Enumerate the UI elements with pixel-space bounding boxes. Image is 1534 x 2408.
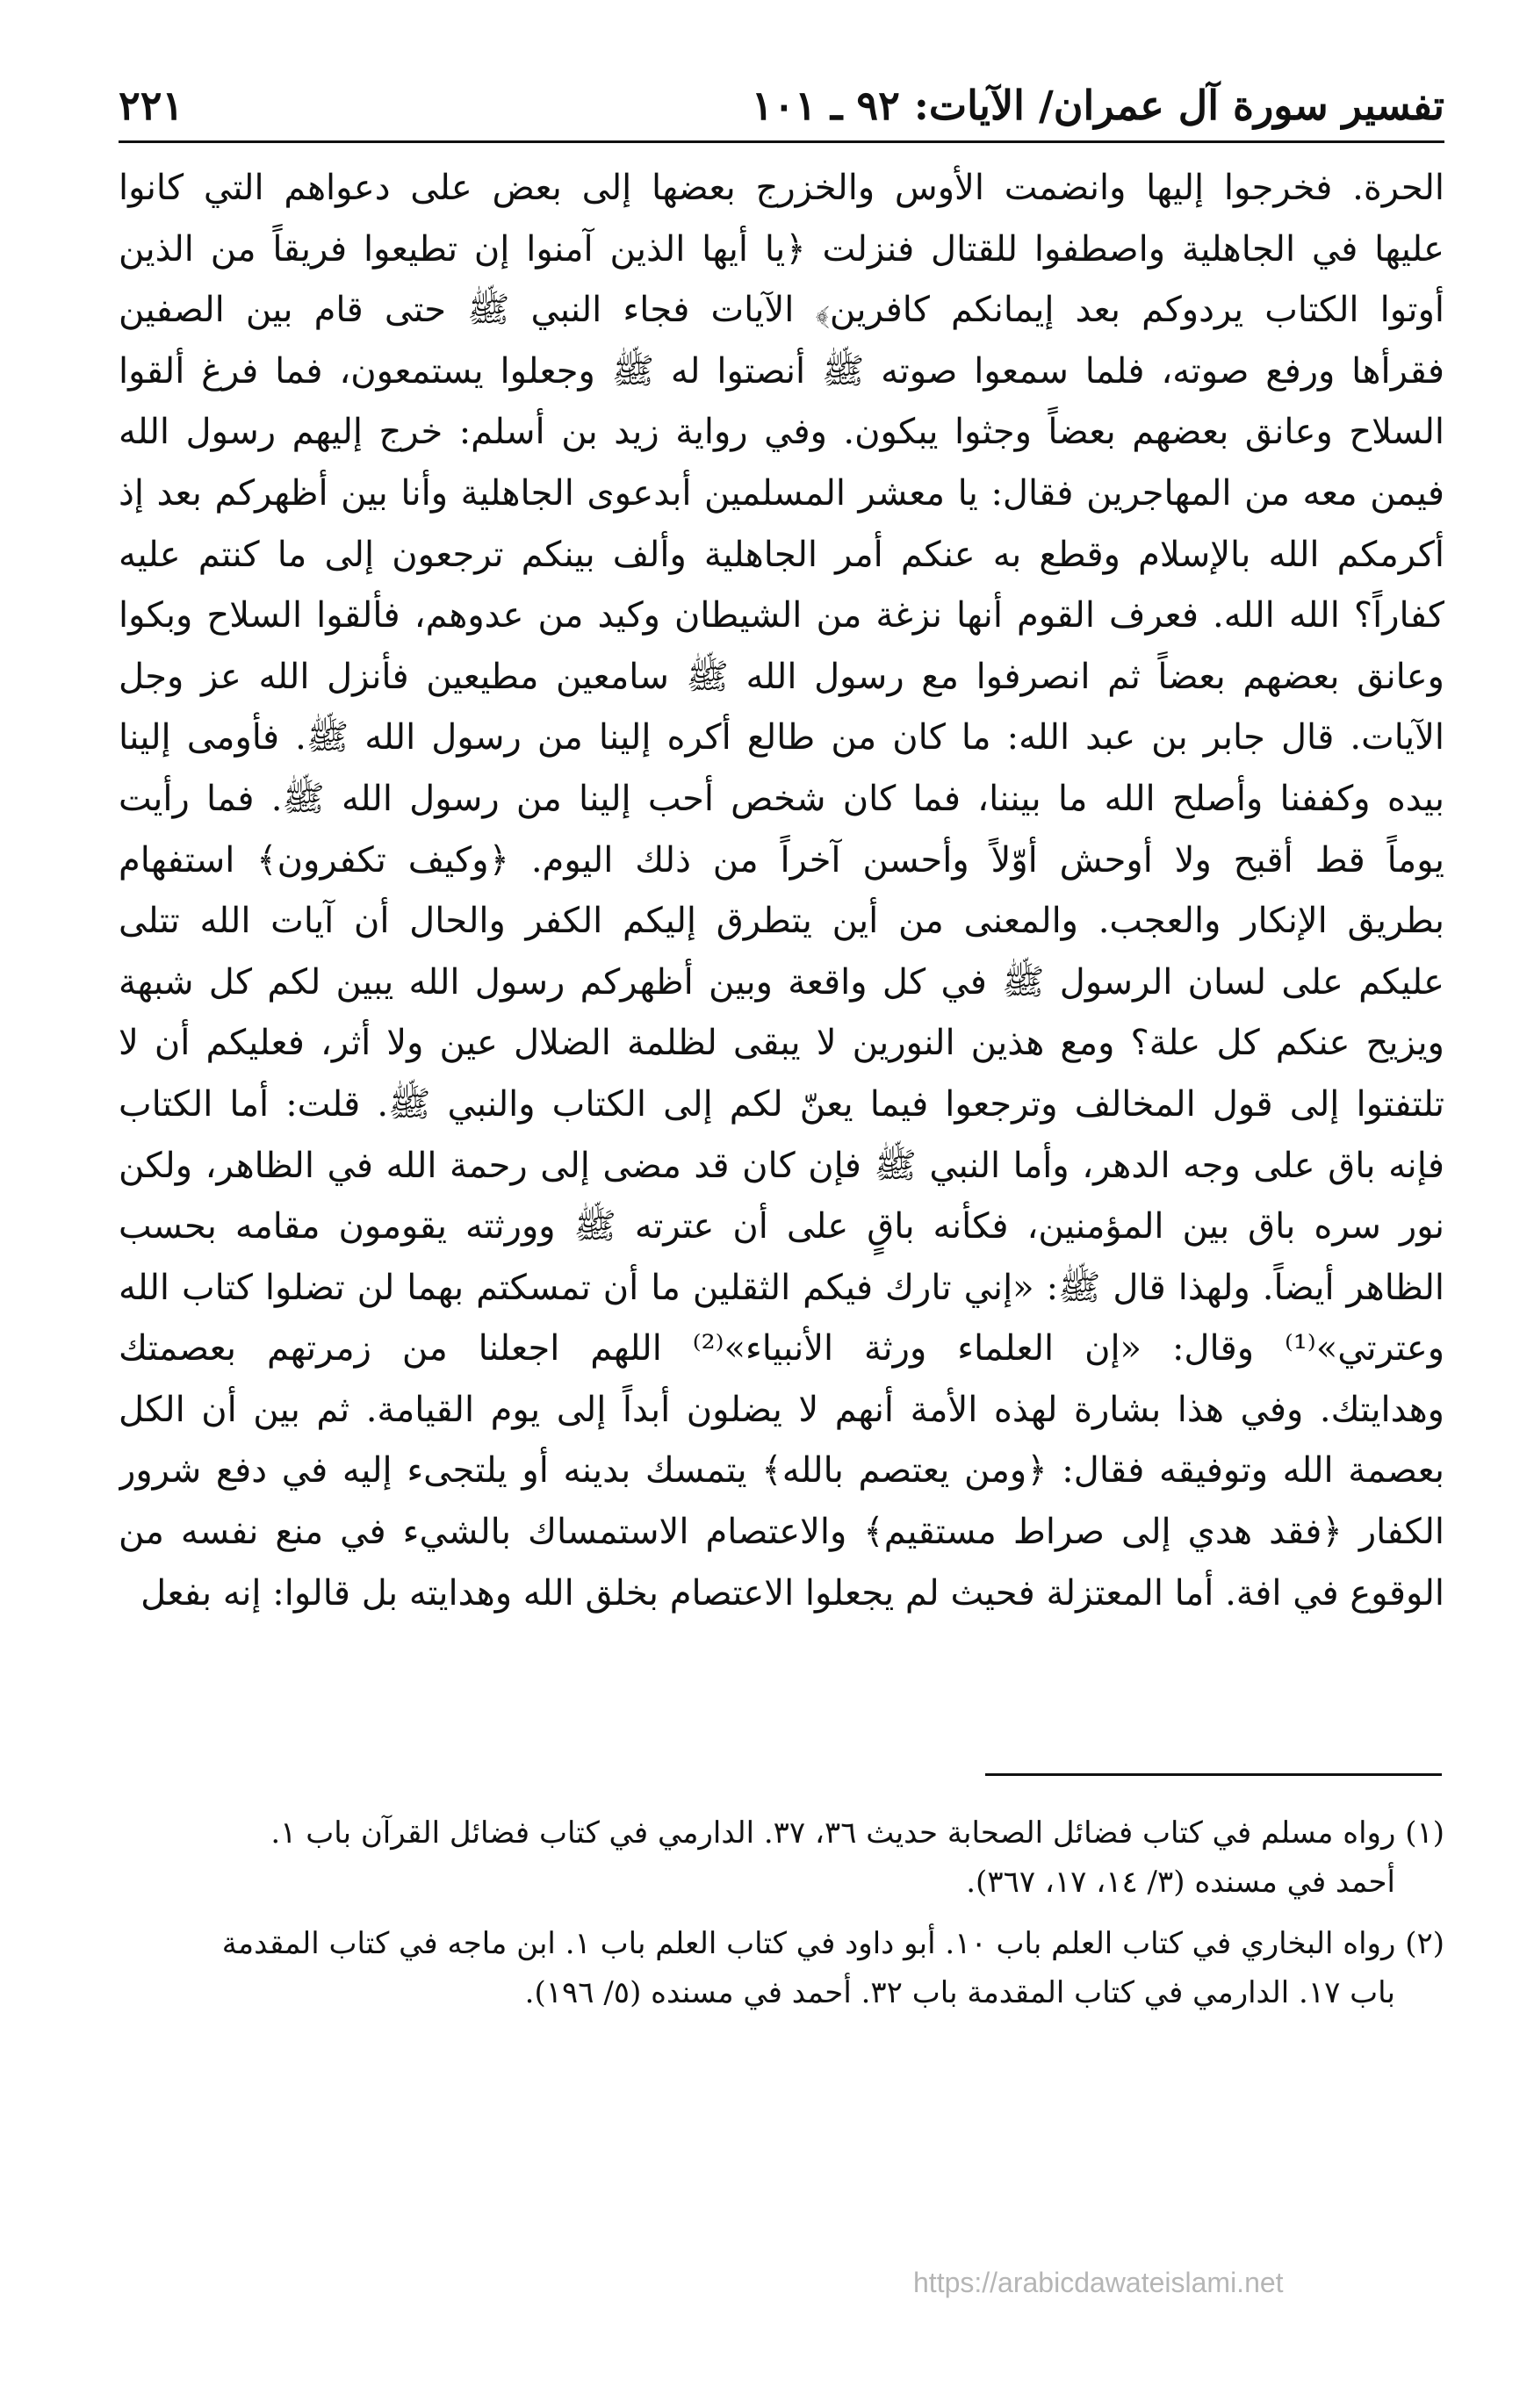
text-line: فيمن معه من المهاجرين فقال: يا معشر المسلمين أبدعوى الجاهلية وأنا بين أظهركم بعد إذ (119, 472, 1444, 514)
text-line: السلاح وعانق بعضهم بعضاً وجثوا يبكون. وفي رواية زيد بن أسلم: خرج إليهم رسول الله (119, 412, 1444, 453)
footnote-line: أحمد في مسنده (٣/ ١٤، ١٧، ٣٦٧). (966, 1865, 1395, 1900)
footnote-divider (985, 1773, 1442, 1776)
footnote-line: (١) رواه مسلم في كتاب فضائل الصحابة حديث ٣٦، ٣٧. الدارمي في كتاب فضائل القرآن باب ١. (270, 1815, 1444, 1851)
footnote-2 (119, 1919, 1444, 2017)
text-line: الوقوع في افة. أما المعتزلة فحيث لم يجعلوا الاعتصام بخلق الله وهدايته بل قالوا: إنه بفعل (140, 1572, 1444, 1614)
text-line: بيده وكففنا وأصلح الله ما بيننا، فما كان شخص أحب إلينا من رسول الله ﷺ. فما رأيت (119, 778, 1444, 819)
text-line: تلتفتوا إلى قول المخالف وترجعوا فيما يعنّ لكم إلى الكتاب والنبي ﷺ. قلت: أما الكتاب (119, 1083, 1444, 1125)
text-line: بطريق الإنكار والعجب. والمعنى من أين يتطرق إليكم الكفر والحال أن آيات الله تتلى (119, 901, 1444, 942)
text-line: الآيات. قال جابر بن عبد الله: ما كان من طالع أكره إلينا من رسول الله ﷺ. فأومى إلينا (119, 717, 1444, 758)
text-line: كفاراً؟ الله الله. فعرف القوم أنها نزغة من الشيطان وكيد من عدوهم، فألقوا السلاح وبكوا (119, 595, 1444, 636)
text-line: أكرمكم الله بالإسلام وقطع به عنكم أمر الجاهلية وألف بينكم ترجعون إلى ما كنتم عليه (119, 534, 1444, 575)
text-line: الظاهر أيضاً. ولهذا قال ﷺ: «إني تارك فيكم الثقلين ما أن تمسكتم بهما لن تضلوا كتاب الله (119, 1267, 1444, 1308)
text-line: وعترتي»⁽¹⁾ وقال: «إن العلماء ورثة الأنبياء»⁽²⁾ اللهم اجعلنا من زمرتهم بعصمتك (119, 1328, 1444, 1369)
text-line: فقرأها ورفع صوته، فلما سمعوا صوته ﷺ أنصتوا له ﷺ وجعلوا يستمعون، فما فرغ ألقوا (119, 350, 1444, 392)
text-line: فإنه باق على وجه الدهر، وأما النبي ﷺ فإن كان قد مضى إلى رحمة الله في الظاهر، ولكن (119, 1145, 1444, 1186)
text-line: الحرة. فخرجوا إليها وانضمت الأوس والخزرج بعضها إلى بعض على دعواهم التي كانوا (119, 168, 1444, 208)
main-text (119, 158, 1444, 1624)
text-line: عليها في الجاهلية واصطفوا للقتال فنزلت ﴿يا أيها الذين آمنوا إن تطيعوا فريقاً من الذين (119, 228, 1444, 270)
text-line: يوماً قط أقبح ولا أوحش أوّلاً وأحسن آخراً من ذلك اليوم. ﴿وكيف تكفرون﴾ استفهام (119, 839, 1444, 881)
text-line: ويزيح عنكم كل علة؟ ومع هذين النورين لا يبقى لظلمة الضلال عين ولا أثر، فعليكم أن لا (119, 1023, 1444, 1064)
footnote-line: (٢) رواه البخاري في كتاب العلم باب ١٠. أبو داود في كتاب العلم باب ١. ابن ماجه في كتاب المقدمة (221, 1926, 1444, 1961)
text-line: وعانق بعضهم بعضاً ثم انصرفوا مع رسول الله ﷺ سامعين مطيعين فأنزل الله عز وجل (119, 656, 1444, 697)
text-line: بعصمة الله وتوفيقه فقال: ﴿ومن يعتصم بالله﴾ يتمسك بدينه أو يلتجىء إليه في دفع شرور (119, 1450, 1444, 1492)
page-number: ٢٢١ (119, 82, 184, 129)
footnote-line: باب ١٧. الدارمي في كتاب المقدمة باب ٣٢. أحمد في مسنده (٥/ ١٩٦). (524, 1975, 1395, 2010)
header-divider (119, 140, 1444, 143)
running-title: تفسير سورة آل عمران/ الآيات: ٩٢ ـ ١٠١ (751, 82, 1444, 129)
text-line: وهدايتك. وفي هذا بشارة لهذه الأمة أنهم لا يضلون أبداً إلى يوم القيامة. ثم بين أن الكل (119, 1389, 1444, 1430)
footnote-1 (119, 1808, 1444, 1907)
text-line: عليكم على لسان الرسول ﷺ في كل واقعة وبين أظهركم رسول الله يبين لكم كل شبهة (119, 961, 1444, 1003)
watermark-url: https://arabicdawateislami.net (913, 2267, 1284, 2298)
running-header (119, 77, 1444, 139)
footnotes (119, 1808, 1444, 2030)
text-line: الكفار ﴿فقد هدي إلى صراط مستقيم﴾ والاعتصام الاستمساك بالشيء في منع نفسه من (119, 1512, 1444, 1553)
text-line: نور سره باق بين المؤمنين، فكأنه باقٍ على أن عترته ﷺ وورثته يقومون مقامه بحسب (119, 1206, 1444, 1247)
text-line: أوتوا الكتاب يردوكم بعد إيمانكم كافرين﴾ الآيات فجاء النبي ﷺ حتى قام بين الصفين (119, 290, 1444, 331)
